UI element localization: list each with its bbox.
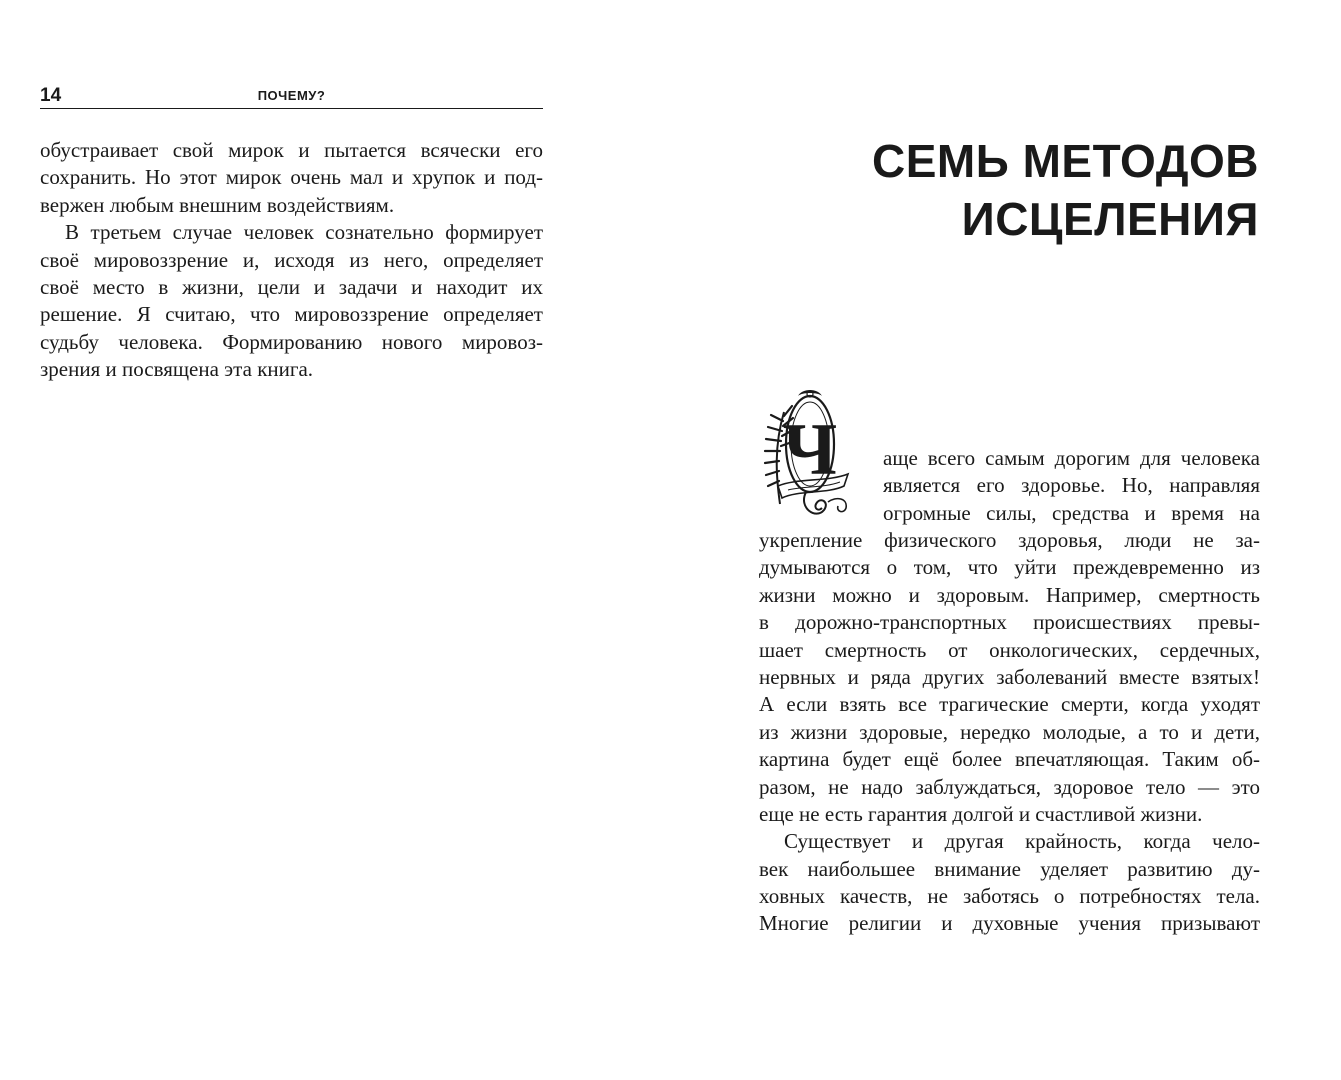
text-line: своё мировоззрение и, исходя из него, определяет: [40, 247, 543, 272]
text-line: вержен любым внешним воздействиям.: [40, 192, 395, 217]
left-page: [0, 0, 670, 1080]
page-number: 14: [40, 85, 62, 106]
chapter-title-line: СЕМЬ МЕТОДОВ: [872, 135, 1259, 187]
text-line: думываются о том, что уйти преждевременно из: [759, 555, 1260, 580]
text-line: век наибольшее внимание уделяет развитию ду-: [759, 856, 1260, 881]
text-line: Существует и другая крайность, когда чело-: [784, 829, 1260, 854]
text-line: из жизни здоровые, нередко молодые, а то и дети,: [759, 719, 1260, 744]
text-line: укрепление физического здоровья, люди не за-: [759, 528, 1260, 552]
text-line: еще не есть гарантия долгой и счастливой жизни.: [759, 801, 1203, 826]
text-line: в дорожно-транспортных происшествиях превы-: [759, 610, 1260, 635]
text-line: шает смертность от онкологических, сердечных,: [759, 637, 1260, 662]
text-line: картина будет ещё более впечатляющая. Таким об-: [759, 747, 1260, 772]
text-line: обустраивает свой мирок и пытается всячески его: [40, 138, 543, 162]
running-head: [40, 84, 543, 109]
text-line: зрения и посвящена эта книга.: [40, 357, 314, 382]
chapter-title-line: ИСЦЕЛЕНИЯ: [961, 193, 1259, 245]
text-line: огромные силы, средства и время на: [883, 500, 1260, 525]
text-line: сохранить. Но этот мирок очень мал и хрупок и под-: [40, 165, 543, 190]
text-line: решение. Я считаю, что мировоззрение определяет: [40, 302, 543, 327]
text-line: является его здоровье. Но, направляя: [883, 473, 1260, 498]
drop-cap-ornament: [758, 386, 858, 526]
text-line: своё место в жизни, цели и задачи и находит их: [40, 274, 543, 299]
text-beside-dropcap: [883, 445, 1260, 527]
text-line: А если взять все трагические смерти, когда уходят: [759, 692, 1260, 717]
text-line: ховных качеств, не заботясь о потребностях тела.: [759, 884, 1260, 909]
left-page-text: [40, 137, 543, 384]
text-line: жизни можно и здоровым. Например, смертность: [759, 582, 1260, 607]
text-line: Многие религии и духовные учения призывают: [759, 911, 1260, 936]
right-page-text: [759, 527, 1260, 938]
text-line: судьбу человека. Формированию нового мировоз-: [40, 329, 543, 354]
text-line: В третьем случае человек сознательно формирует: [65, 220, 543, 245]
running-title: ПОЧЕМУ?: [257, 88, 326, 103]
drop-cap-letter: Ч: [782, 409, 838, 491]
chapter-title: [670, 132, 1259, 248]
text-line: аще всего самым дорогим для человека: [883, 446, 1260, 470]
text-line: нервных и ряда других заболеваний вместе взятых!: [759, 664, 1260, 689]
right-page: [670, 0, 1341, 1080]
text-line: разом, не надо заблуждаться, здоровое тело — это: [759, 774, 1260, 799]
